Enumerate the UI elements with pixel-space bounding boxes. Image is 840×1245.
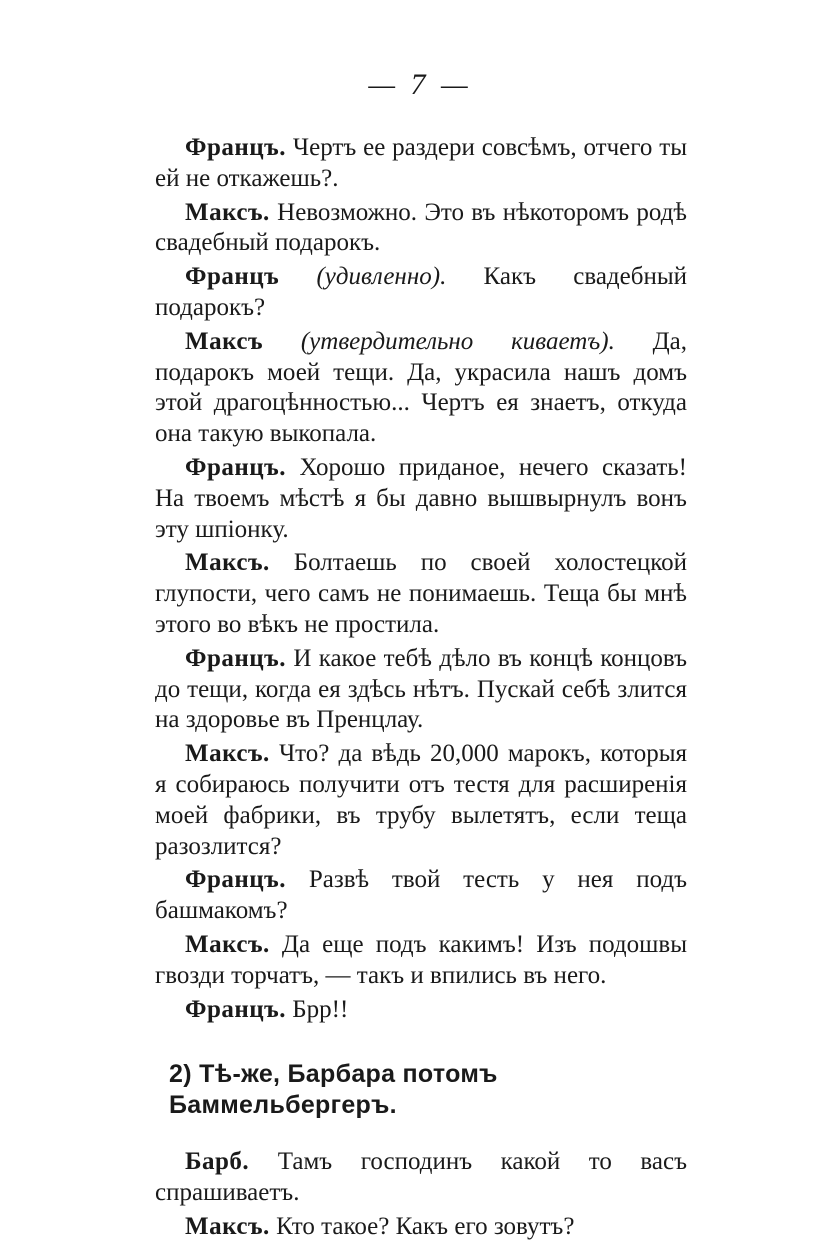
speaker-name: Максъ.	[185, 740, 270, 768]
line-text: Да еще подъ какимъ! Изъ подошвы гвозди торчатъ, — такъ и впились въ него.	[155, 930, 687, 989]
line-text: Кто такое? Какъ его зовутъ?	[276, 1212, 575, 1240]
line-text: И какое тебѣ дѣло въ концѣ концовъ до тещи, когда ея здѣсь нѣтъ. Пускай себѣ злится на здоровье въ Пренцлау.	[155, 644, 688, 734]
stage-direction: (удивленно).	[316, 263, 447, 291]
speaker-name: Францъ.	[185, 453, 287, 481]
page-number: — 7 —	[368, 68, 472, 101]
dialogue-line	[155, 1212, 687, 1243]
speaker-name: Францъ.	[185, 866, 287, 894]
line-text: Болтаешь по своей холостецкой глупости, чего самъ не понимаешь. Теща бы мнѣ этого во вѣкъ не простила.	[155, 549, 687, 638]
dialogue-line	[155, 1147, 687, 1209]
speaker-name: Францъ.	[185, 995, 287, 1023]
dialogue-line	[155, 930, 687, 992]
dialogue-line	[155, 995, 687, 1026]
speaker-name: Францъ.	[185, 644, 287, 672]
line-text: Брр!!	[292, 995, 349, 1023]
speaker-name: Максъ.	[185, 930, 270, 958]
speaker-name: Максъ	[185, 327, 264, 355]
dialogue-line	[155, 644, 687, 736]
line-text: Развѣ твой тесть у нея подъ башмакомъ?	[155, 866, 687, 925]
dialogue-line	[155, 262, 687, 324]
line-text: Хорошо приданое, нечего сказать! На твоемъ мѣстѣ я бы давно вышвырнулъ вонъ эту шпіонку.	[155, 453, 687, 543]
page-body	[155, 133, 687, 1245]
speaker-name: Максъ.	[185, 549, 270, 577]
line-text: Невозможно. Это въ нѣкоторомъ родѣ свадебный подарокъ.	[155, 198, 687, 257]
dialogue-line	[155, 327, 687, 450]
speaker-name: Максъ.	[185, 1212, 270, 1240]
speaker-name: Францъ	[185, 263, 280, 291]
scene-heading: 2) Тѣ-же, Барбара потомъ Баммельбергеръ.	[169, 1060, 498, 1120]
speaker-name: Максъ.	[185, 198, 270, 226]
dialogue-line	[155, 865, 687, 927]
line-text: Какъ свадебный подарокъ?	[155, 263, 688, 321]
stage-direction: (утвердительно киваетъ).	[300, 327, 615, 355]
line-text: Чертъ ее раздери совсѣмъ, отчего ты ей не откажешь?.	[155, 134, 687, 192]
speaker-name: Барб.	[185, 1147, 250, 1175]
dialogue-line	[155, 453, 687, 545]
line-text: Тамъ господинъ какой то васъ спрашиваетъ.	[155, 1147, 688, 1206]
dialogue-line	[155, 133, 687, 195]
speaker-name: Францъ.	[185, 134, 287, 161]
dialogue-line	[155, 198, 687, 260]
line-text: Да, подарокъ моей тещи. Да, украсила нашъ домъ этой драгоцѣнностью... Чертъ ея знаетъ, откуда она такую выкопала.	[155, 327, 688, 448]
dialogue-line	[155, 739, 687, 862]
dialogue-line	[155, 548, 687, 640]
line-text: Что? да вѣдь 20,000 марокъ, которыя я собираюсь получити отъ тестя для расширенія моей фабрики, въ трубу вылетятъ, если теща разозлится?	[155, 740, 688, 860]
